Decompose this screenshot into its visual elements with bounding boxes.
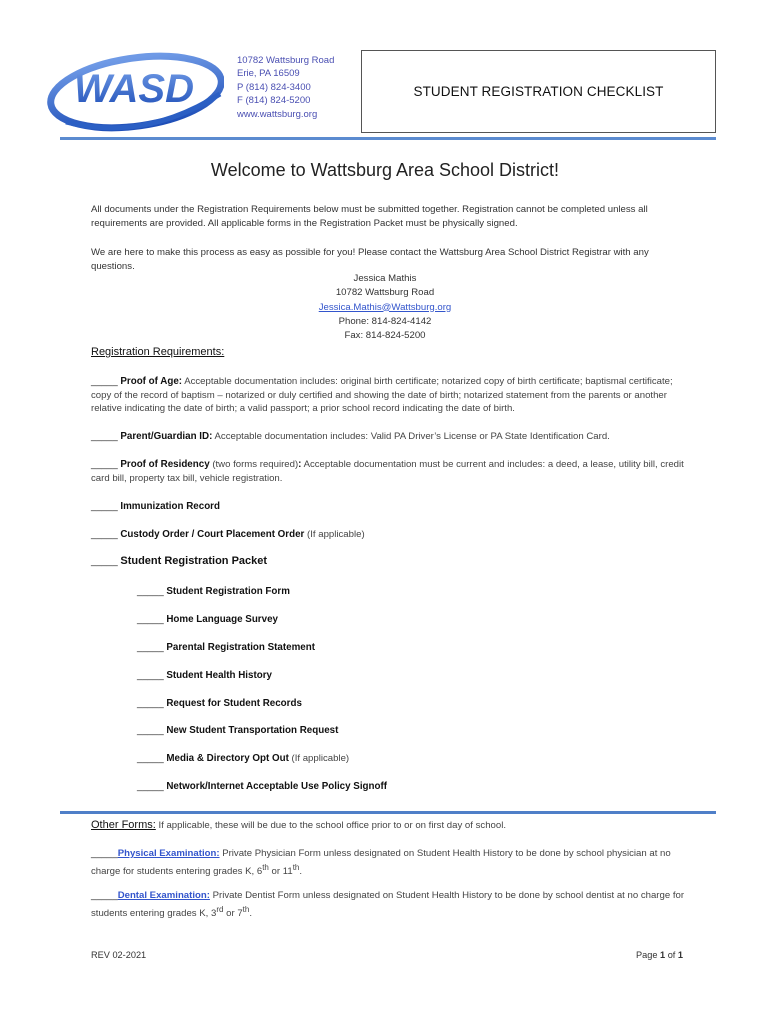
- physical-exam-link[interactable]: Physical Examination:: [117, 848, 220, 859]
- address-line: 10782 Wattsburg Road: [237, 55, 335, 66]
- proof-of-age-item: [91, 375, 691, 416]
- dental-exam-text: Private Dentist Form unless designated on Student Health History to be done by school dentist at no charge for students entering grades K, 3: [91, 890, 685, 919]
- packet-subitem: [137, 669, 737, 683]
- dental-exam-item: [91, 889, 691, 920]
- contact-fax: Fax: 814-824-5200: [344, 330, 426, 342]
- dental-exam-link[interactable]: Dental Examination:: [117, 890, 210, 901]
- physical-exam-text-mid: or 11: [268, 865, 293, 877]
- proof-of-age-text: Acceptable documentation includes: original birth certificate; notarized copy of birth certificate; baptismal certificate; copy of the record of baptism – notarized or duly certified and showing the date of birth; notarized statement from the parents or another relative indicating the date of birth; a valid passport; a prior school record indicating the date of birth.: [91, 376, 673, 414]
- packet-label: Student Registration Packet: [120, 555, 268, 567]
- other-forms-intro: [91, 819, 691, 833]
- page-prefix: Page: [636, 950, 661, 960]
- ordinal-suffix: th: [262, 862, 269, 872]
- packet-subitem: [137, 585, 737, 599]
- other-forms-text: If applicable, these will be due to the school office prior to or on first day of school.: [158, 820, 506, 831]
- ordinal-suffix: th: [242, 904, 250, 914]
- header-divider: [60, 137, 716, 140]
- immunization-label: Immunization Record: [120, 501, 220, 512]
- guardian-id-text: Acceptable documentation includes: Valid PA Driver’s License or PA State Identification Card.: [214, 431, 610, 442]
- checkbox-blank[interactable]: _____: [137, 698, 164, 709]
- wasd-logo: [44, 42, 224, 138]
- page-number: [636, 950, 683, 960]
- other-forms-heading: Other Forms:: [91, 819, 156, 831]
- packet-subitem-label: Media & Directory Opt Out: [166, 753, 289, 764]
- dental-exam-text-mid: or 7: [223, 907, 243, 919]
- packet-subitem: [137, 613, 737, 627]
- guardian-id-item: [91, 430, 691, 444]
- packet-subitem: [137, 780, 737, 794]
- immunization-item: [91, 500, 691, 514]
- checkbox-blank[interactable]: _____: [137, 725, 164, 736]
- checkbox-blank[interactable]: _____: [91, 529, 118, 540]
- residency-text: Acceptable documentation must be current and includes: a deed, a lease, utility bill, credit card bill, property tax bill, vehicle registration.: [91, 459, 684, 484]
- checkbox-blank[interactable]: _____: [137, 614, 164, 625]
- dental-exam-text-end: .: [249, 907, 253, 919]
- registrar-contact: [0, 272, 770, 343]
- ordinal-suffix: rd: [216, 904, 224, 914]
- packet-subitem-label: Request for Student Records: [166, 698, 302, 709]
- proof-of-age-label: Proof of Age:: [120, 376, 183, 387]
- packet-subitem-label: Parental Registration Statement: [166, 642, 315, 653]
- page-total: 1: [677, 950, 684, 960]
- packet-subitem-paren: (If applicable): [291, 753, 350, 764]
- district-address: [237, 54, 334, 121]
- page-of: of: [665, 950, 678, 960]
- contact-address: 10782 Wattsburg Road: [335, 287, 435, 299]
- packet-subitem-label: New Student Transportation Request: [166, 725, 339, 736]
- requirements-heading: Registration Requirements:: [91, 346, 225, 358]
- checkbox-blank[interactable]: _____: [91, 501, 118, 512]
- residency-colon: :: [298, 459, 302, 470]
- custody-item: [91, 528, 691, 542]
- checkbox-blank[interactable]: _____: [91, 459, 118, 470]
- contact-name: Jessica Mathis: [353, 273, 417, 284]
- other-forms-divider: [60, 811, 716, 814]
- checkbox-blank[interactable]: _____: [137, 642, 164, 653]
- checkbox-blank[interactable]: _____: [91, 848, 118, 859]
- address-phone: P (814) 824-3400: [237, 81, 311, 93]
- checkbox-blank[interactable]: _____: [91, 556, 118, 567]
- physical-exam-text: Private Physician Form unless designated on Student Health History to be done by school physician at no charge for students entering grades K, 6: [91, 848, 671, 877]
- checklist-title: STUDENT REGISTRATION CHECKLIST: [413, 84, 664, 99]
- revision-label: REV 02-2021: [91, 950, 147, 960]
- address-fax: F (814) 824-5200: [237, 95, 311, 107]
- packet-subitem: [137, 724, 737, 738]
- residency-paren: (two forms required): [212, 459, 299, 470]
- welcome-heading: Welcome to Wattsburg Area School District!: [210, 160, 560, 180]
- packet-item: [91, 555, 691, 569]
- page-current: 1: [660, 950, 666, 960]
- ordinal-suffix: th: [292, 862, 300, 872]
- packet-subitem: [137, 641, 737, 655]
- physical-exam-item: [91, 847, 691, 878]
- packet-subitem-label: Student Health History: [166, 670, 272, 681]
- checklist-title-box: [361, 50, 716, 133]
- address-city: Erie, PA 16509: [237, 68, 300, 80]
- physical-exam-text-end: .: [299, 865, 303, 877]
- guardian-id-label: Parent/Guardian ID:: [120, 431, 213, 442]
- checkbox-blank[interactable]: _____: [137, 586, 164, 597]
- packet-subitem: [137, 697, 737, 711]
- contact-email-link[interactable]: Jessica.Mathis@Wattsburg.org: [318, 301, 452, 313]
- residency-label: Proof of Residency: [120, 459, 210, 470]
- packet-subitem: [137, 752, 737, 766]
- checkbox-blank[interactable]: _____: [137, 670, 164, 681]
- intro-paragraph: All documents under the Registration Requirements below must be submitted together. Registration cannot be completed unless all requirements are provided. All applicable forms in the Registration Packet must be physically signed.: [91, 204, 648, 229]
- checkbox-blank[interactable]: _____: [91, 376, 118, 387]
- logo-text: WASD: [74, 67, 194, 111]
- custody-label: Custody Order / Court Placement Order: [120, 529, 305, 540]
- packet-subitem-label: Student Registration Form: [166, 586, 290, 597]
- packet-subitem-label: Home Language Survey: [166, 614, 278, 625]
- checkbox-blank[interactable]: _____: [91, 431, 118, 442]
- checkbox-blank[interactable]: _____: [137, 753, 164, 764]
- packet-subitem-label: Network/Internet Acceptable Use Policy Signoff: [166, 781, 388, 792]
- checkbox-blank[interactable]: _____: [91, 890, 118, 901]
- checkbox-blank[interactable]: _____: [137, 781, 164, 792]
- address-website[interactable]: www.wattsburg.org: [237, 108, 318, 120]
- residency-item: [91, 458, 691, 485]
- contact-phone: Phone: 814-824-4142: [338, 315, 432, 327]
- help-paragraph: We are here to make this process as easy as possible for you! Please contact the Wattsburg Area School District Registrar with any questions.: [91, 247, 649, 272]
- custody-paren: (If applicable): [307, 529, 365, 540]
